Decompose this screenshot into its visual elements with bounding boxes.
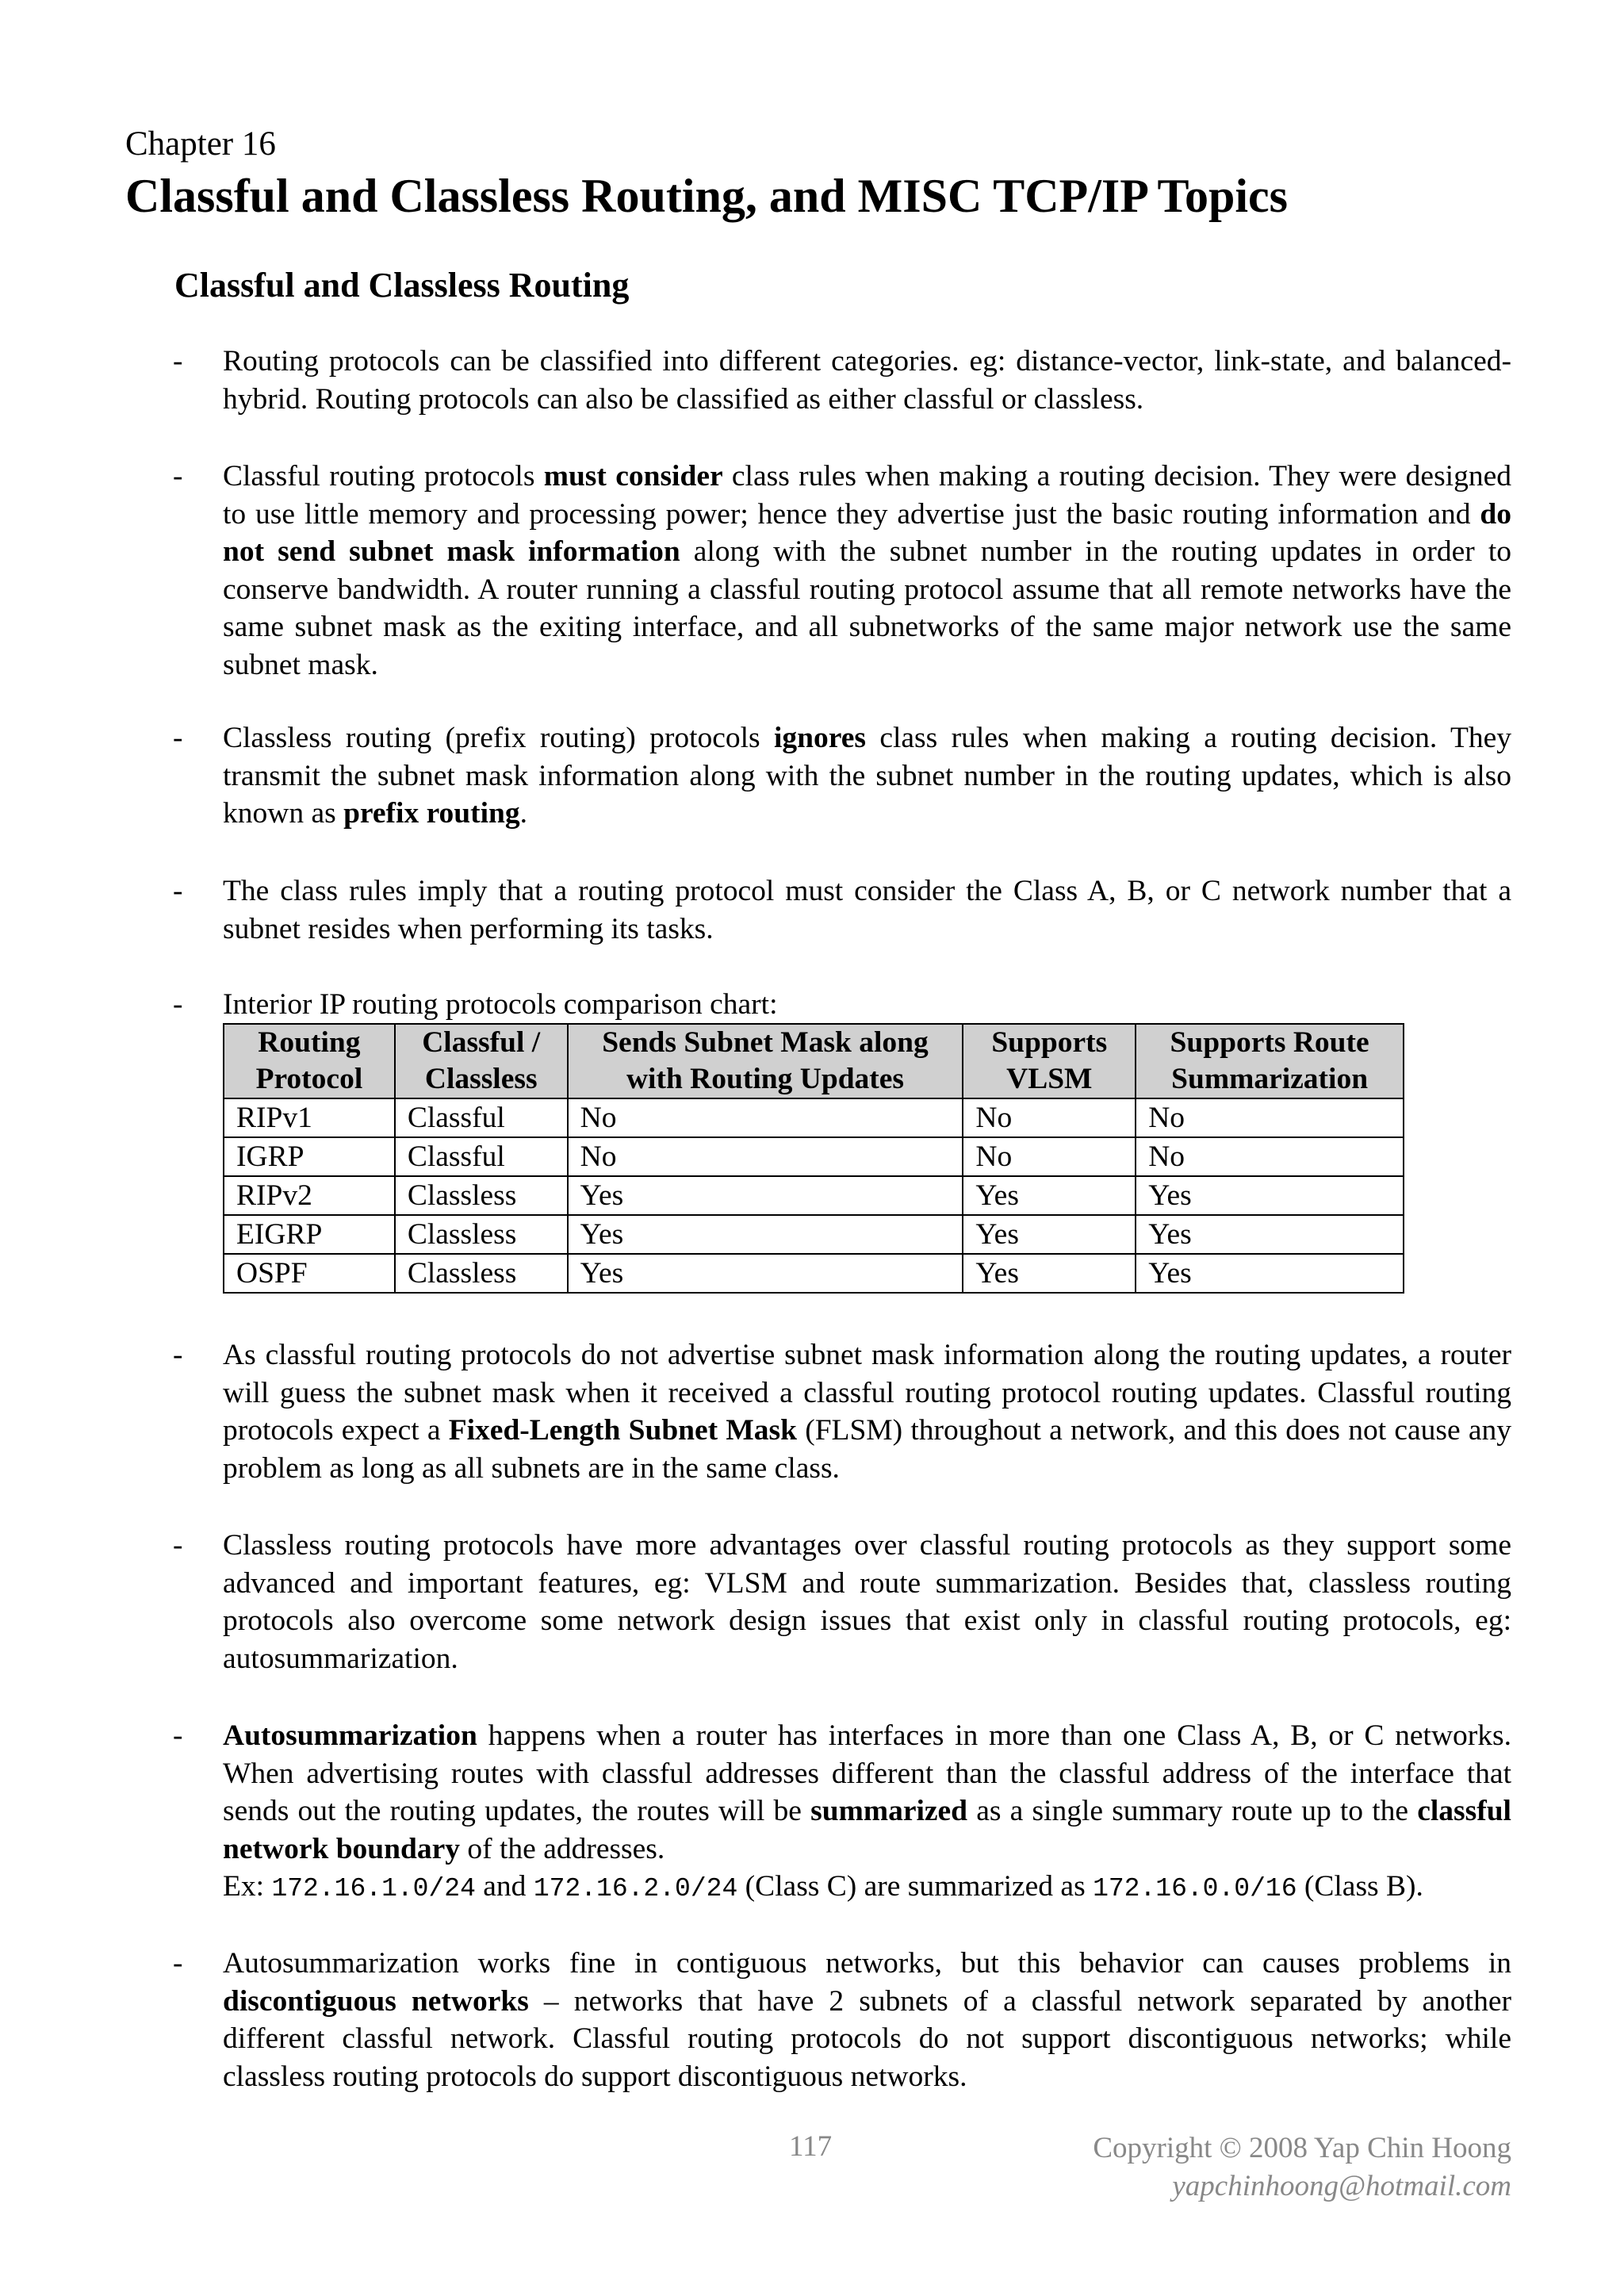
copyright-block xyxy=(1093,2129,1511,2206)
table-cell: Yes xyxy=(1136,1176,1404,1215)
table-cell: Classless xyxy=(395,1176,568,1215)
bullet-item xyxy=(173,1717,1511,1908)
bullet-text: The class rules imply that a routing protocol must consider the Class A, B, or C network number that a subnet resides when performing its tasks. xyxy=(223,875,1511,945)
bullet-item xyxy=(173,1336,1511,1487)
table-cell: RIPv1 xyxy=(224,1098,395,1137)
bullet-text: Routing protocols can be classified into different categories. eg: distance-vector, link-state, and balanced-hybrid. Routing protocols can also be classified as either classful or classless. xyxy=(223,345,1511,416)
bullet-text: Classful routing protocols must consider class rules when making a routing decision. They were designed to use little memory and processing power; hence they advertise just the basic routing information and do not send subnet mask information along with the subnet number in the routing updates in order to conserve bandwidth. A router running a classful routing protocol assume that all remote networks have the same subnet mask as the exiting interface, and all subnetworks of the same major network use the same subnet mask. xyxy=(223,460,1511,681)
copyright-text: Copyright © 2008 Yap Chin Hoong xyxy=(1093,2132,1511,2164)
bullet-text: Interior IP routing protocols comparison chart: xyxy=(223,988,778,1021)
table-cell: Yes xyxy=(1136,1254,1404,1293)
bullet-dash: - xyxy=(173,345,183,378)
table-header: Sends Subnet Mask along with Routing Updates xyxy=(568,1024,963,1098)
emphasis: ignores xyxy=(774,722,866,754)
table-cell: Classful xyxy=(395,1098,568,1137)
table-cell: Yes xyxy=(963,1215,1136,1254)
table-cell: IGRP xyxy=(224,1137,395,1176)
table-cell: Classless xyxy=(395,1215,568,1254)
table-cell: No xyxy=(963,1098,1136,1137)
table-header: Classful / Classless xyxy=(395,1024,568,1098)
section-heading: Classful and Classless Routing xyxy=(174,266,630,305)
bullet-text: Autosummarization happens when a router has interfaces in more than one Class A, B, or C networks. When advertising routes with classful addresses different than the classful address of the interface that sends out the routing updates, the routes will be summarized as a single summary route up to the classful network boundary of the addresses. xyxy=(223,1719,1511,1865)
table-row xyxy=(224,1254,1404,1293)
network-address: 172.16.2.0/24 xyxy=(533,1874,738,1903)
table-cell: No xyxy=(963,1137,1136,1176)
table-row xyxy=(224,1215,1404,1254)
emphasis: Fixed-Length Subnet Mask xyxy=(448,1414,797,1447)
bullet-dash: - xyxy=(173,1339,183,1371)
bullet-item xyxy=(173,719,1511,833)
table-cell: No xyxy=(1136,1098,1404,1137)
bullet-text: Autosummarization works fine in contiguous networks, but this behavior can causes problems in discontiguous networks – networks that have 2 subnets of a classful network separated by another different classful network. Classful routing protocols do not support discontiguous networks; while classless routing protocols do support discontiguous networks. xyxy=(223,1947,1511,2093)
bullet-item xyxy=(173,1527,1511,1677)
bullet-dash: - xyxy=(173,988,183,1021)
bullet-dash: - xyxy=(173,1529,183,1562)
bullet-dash: - xyxy=(173,722,183,754)
emphasis: classful network boundary xyxy=(223,1795,1511,1865)
emphasis: do not send subnet mask information xyxy=(223,497,1511,568)
chapter-label: Chapter 16 xyxy=(125,125,276,163)
table-cell: EIGRP xyxy=(224,1215,395,1254)
emphasis: Autosummarization xyxy=(223,1719,477,1752)
table-header: Routing Protocol xyxy=(224,1024,395,1098)
table-cell: Yes xyxy=(568,1254,963,1293)
example-line: Ex: 172.16.1.0/24 and 172.16.2.0/24 (Class C) are summarized as 172.16.0.0/16 (Class B). xyxy=(223,1870,1423,1903)
bullet-dash: - xyxy=(173,1719,183,1752)
emphasis: summarized xyxy=(810,1795,968,1827)
table-header-row xyxy=(224,1024,1404,1098)
bullet-dash: - xyxy=(173,875,183,907)
table-cell: OSPF xyxy=(224,1254,395,1293)
bullet-dash: - xyxy=(173,1947,183,1980)
table-header: Supports VLSM xyxy=(963,1024,1136,1098)
table-header: Supports Route Summarization xyxy=(1136,1024,1404,1098)
table-cell: No xyxy=(568,1098,963,1137)
bullet-item xyxy=(173,1945,1511,2095)
table-cell: No xyxy=(1136,1137,1404,1176)
page-number: 117 xyxy=(789,2130,833,2163)
bullet-text: As classful routing protocols do not advertise subnet mask information along the routing updates, a router will guess the subnet mask when it received a classful routing protocol routing updates. Classful routing protocols expect a Fixed-Length Subnet Mask (FLSM) throughout a network, and this does not cause any problem as long as all subnets are in the same class. xyxy=(223,1339,1511,1485)
bullet-item xyxy=(173,458,1511,684)
table-cell: RIPv2 xyxy=(224,1176,395,1215)
table-cell: Yes xyxy=(1136,1215,1404,1254)
table-cell: Classless xyxy=(395,1254,568,1293)
bullet-text: Classless routing protocols have more advantages over classful routing protocols as they support some advanced and important features, eg: VLSM and route summarization. Besides that, classless routing protocols also overcome some network design issues that exist only in classful routing protocols, eg: autosummarization. xyxy=(223,1529,1511,1675)
emphasis: must consider xyxy=(543,460,723,493)
chapter-title: Classful and Classless Routing, and MISC TCP/IP Topics xyxy=(125,170,1289,222)
comparison-table xyxy=(223,1023,1404,1294)
bullet-dash: - xyxy=(173,460,183,493)
table-cell: Classful xyxy=(395,1137,568,1176)
table-row xyxy=(224,1098,1404,1137)
bullet-item xyxy=(173,986,1511,1024)
emphasis: discontiguous networks xyxy=(223,1984,529,2018)
table-row xyxy=(224,1137,1404,1176)
network-address: 172.16.0.0/16 xyxy=(1093,1874,1297,1903)
author-email: yapchinhoong@hotmail.com xyxy=(1172,2170,1511,2202)
bullet-item xyxy=(173,872,1511,948)
bullet-item xyxy=(173,343,1511,418)
table-cell: Yes xyxy=(568,1215,963,1254)
table-cell: Yes xyxy=(963,1254,1136,1293)
table-cell: Yes xyxy=(568,1176,963,1215)
emphasis: prefix routing xyxy=(343,797,520,830)
table-cell: Yes xyxy=(963,1176,1136,1215)
table-row xyxy=(224,1176,1404,1215)
bullet-text: Classless routing (prefix routing) protocols ignores class rules when making a routing decision. They transmit the subnet mask information along with the subnet number in the routing updates, which is also known as prefix routing. xyxy=(223,722,1512,830)
table-cell: No xyxy=(568,1137,963,1176)
network-address: 172.16.1.0/24 xyxy=(271,1874,476,1903)
